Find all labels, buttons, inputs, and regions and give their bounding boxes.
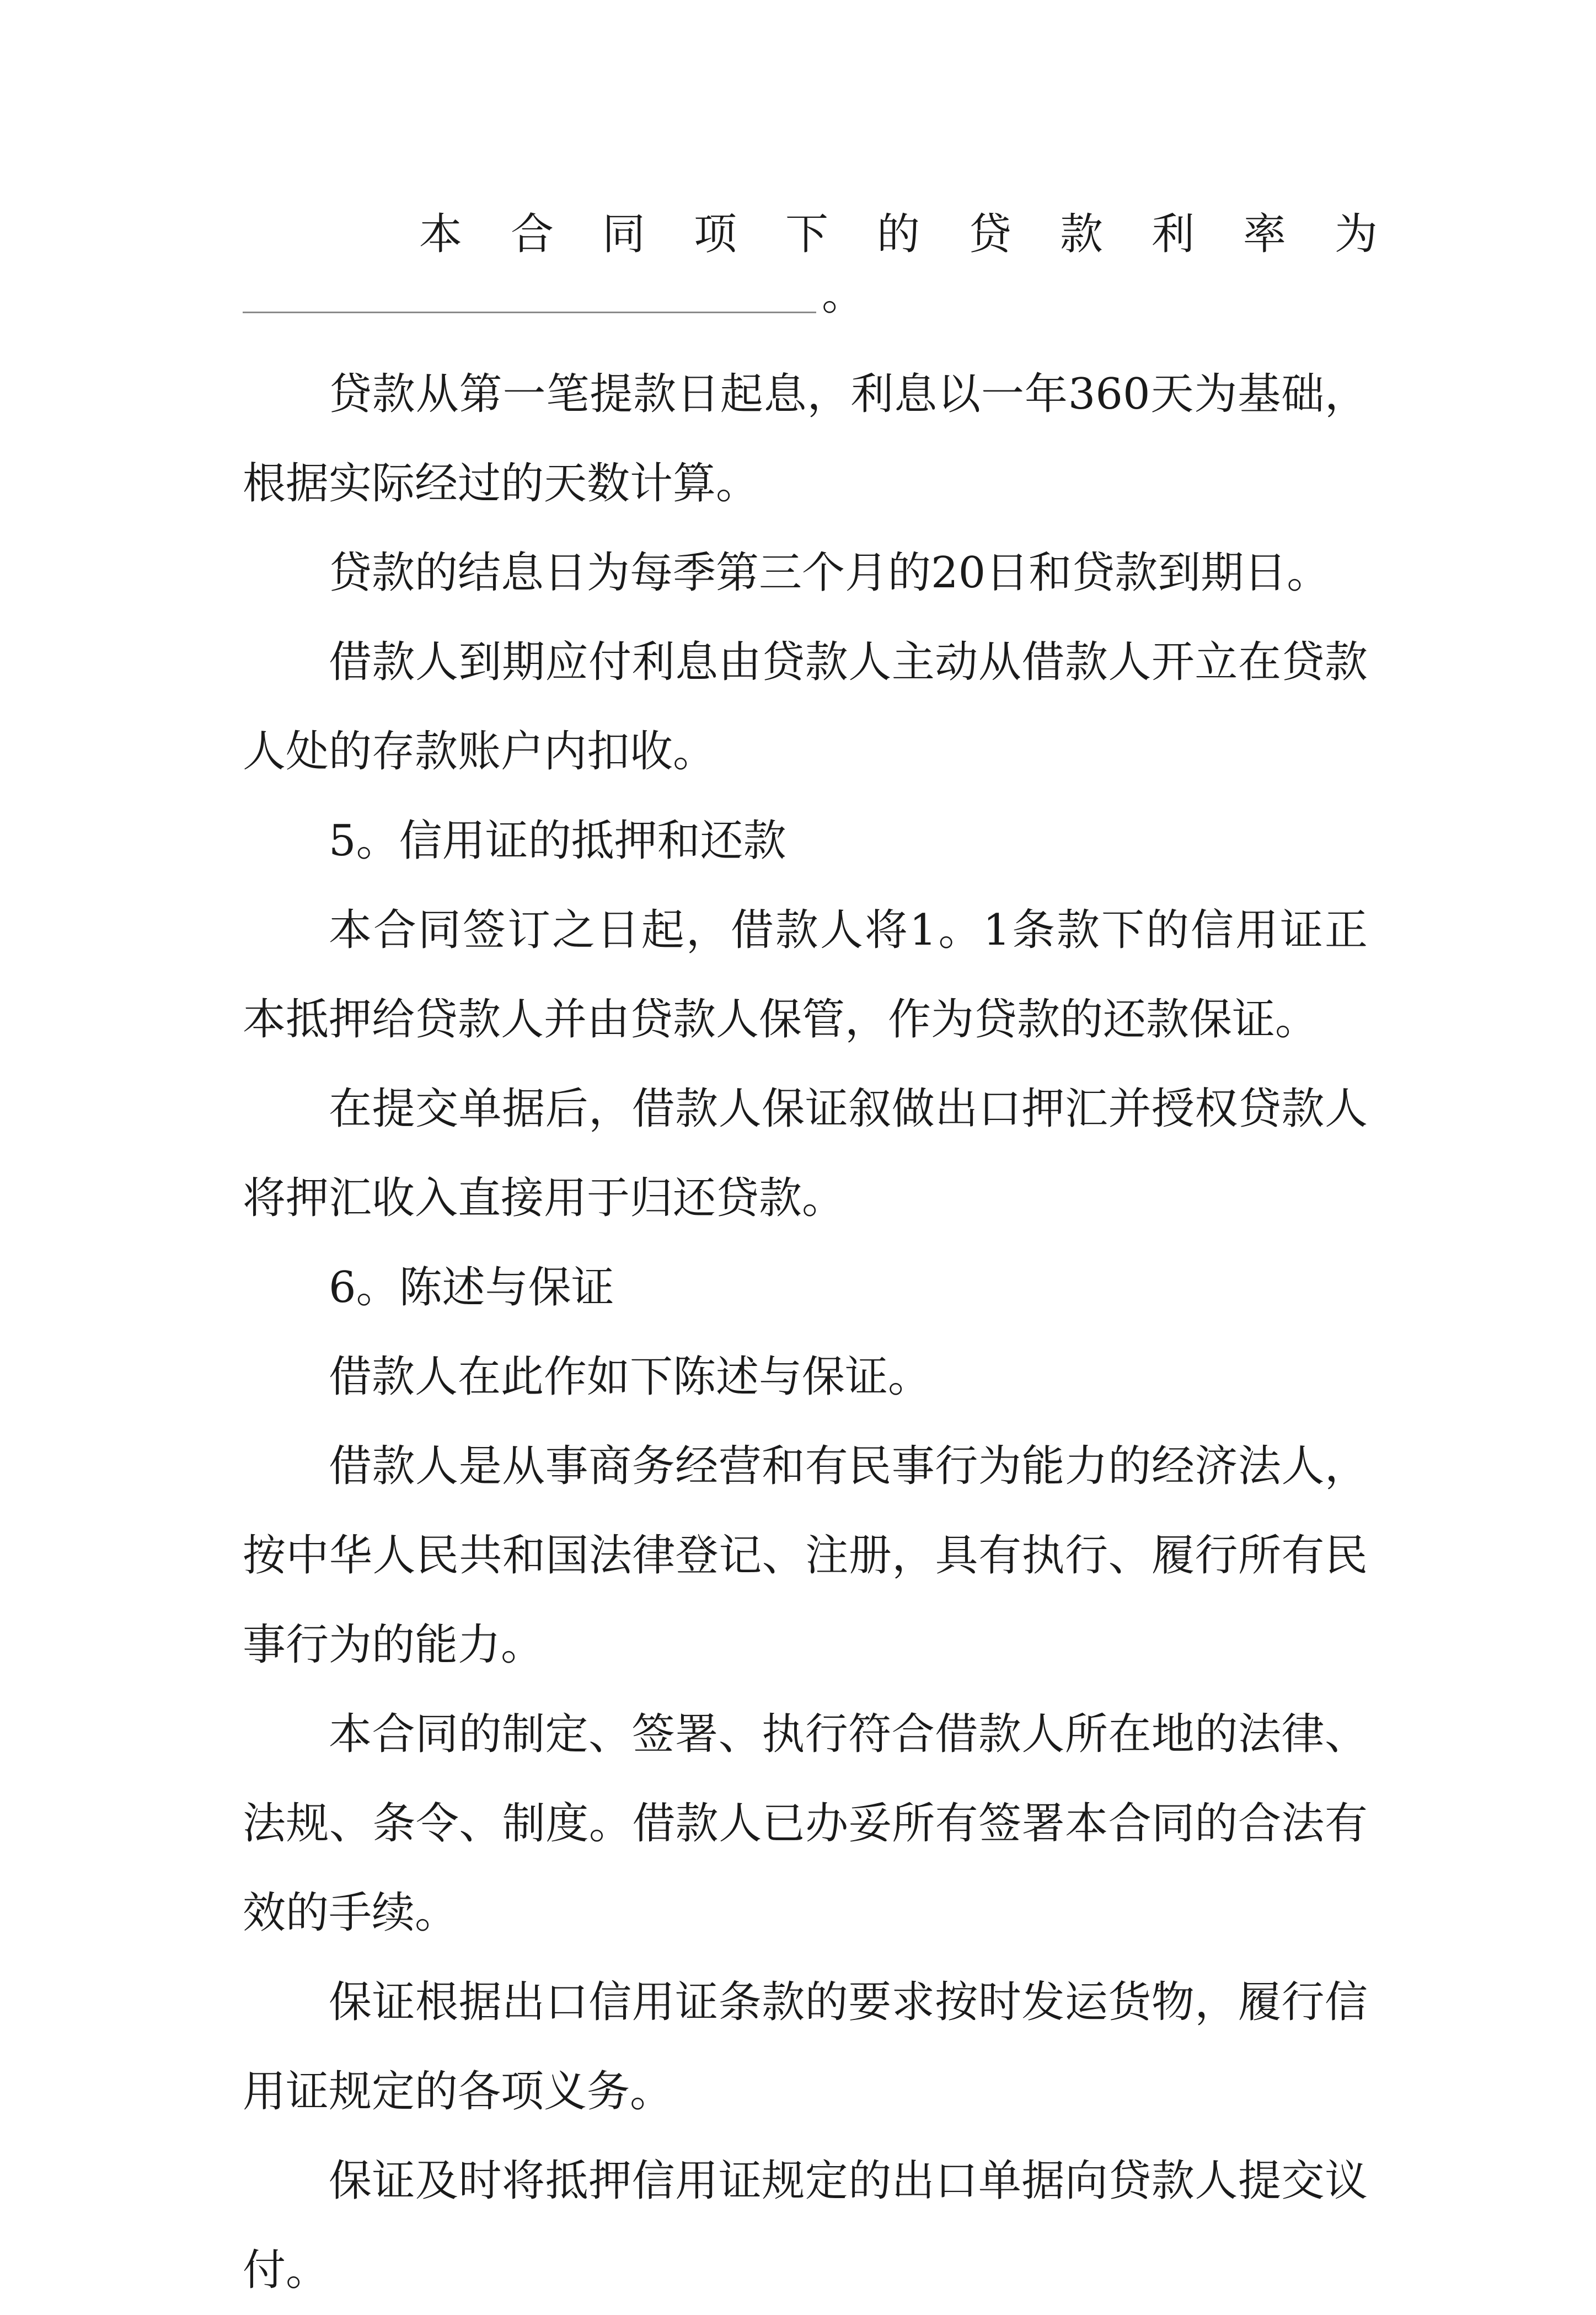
paragraph-lc-pledge: 本合同签订之日起，借款人将1。1条款下的信用证正本抵押给贷款人并由贷款人保管，作为贷款的还款保证。 — [243, 905, 1368, 1044]
document-body — [243, 204, 1427, 2315]
paragraph-representations-intro: 借款人在此作如下陈述与保证。 — [329, 1352, 931, 1402]
rate-line-text: 本合同项下的贷款利率为 — [419, 210, 1427, 259]
paragraph-export-negotiation: 在提交单据后，借款人保证叙做出口押汇并授权贷款人将押汇收入直接用于归还贷款。 — [243, 1084, 1368, 1223]
section-heading-5: 5。信用证的抵押和还款 — [329, 816, 786, 866]
paragraph-legal-entity: 借款人是从事商务经营和有民事行为能力的经济法人，按中华人民共和国法律登记、注册，具有执行、履行所有民事行为的能力。 — [243, 1441, 1368, 1670]
paragraph-compliance: 本合同的制定、签署、执行符合借款人所在地的法律、法规、条令、制度。借款人已办妥所有签署本合同的合法有效的手续。 — [243, 1710, 1368, 1938]
rate-end-mark: 。 — [822, 270, 865, 320]
paragraph-shipment-guarantee: 保证根据出口信用证条款的要求按时发运货物，履行信用证规定的各项义务。 — [243, 1978, 1368, 2116]
fill-in-blank — [243, 312, 816, 313]
rate-line — [243, 204, 1427, 265]
section-heading-6: 6。陈述与保证 — [329, 1263, 614, 1312]
paragraph-settlement-date: 贷款的结息日为每季第三个月的20日和贷款到期日。 — [329, 548, 1330, 598]
rate-blank-row — [243, 265, 1368, 325]
spacer — [243, 325, 1368, 350]
paragraph-document-submission: 保证及时将抵押信用证规定的出口单据向贷款人提交议付。 — [243, 2156, 1368, 2295]
paragraph-interest-deduction: 借款人到期应付利息由贷款人主动从借款人开立在贷款人处的存款账户内扣收。 — [243, 637, 1368, 776]
paragraph-interest-basis: 贷款从第一笔提款日起息，利息以一年360天为基础，根据实际经过的天数计算。 — [243, 369, 1368, 508]
